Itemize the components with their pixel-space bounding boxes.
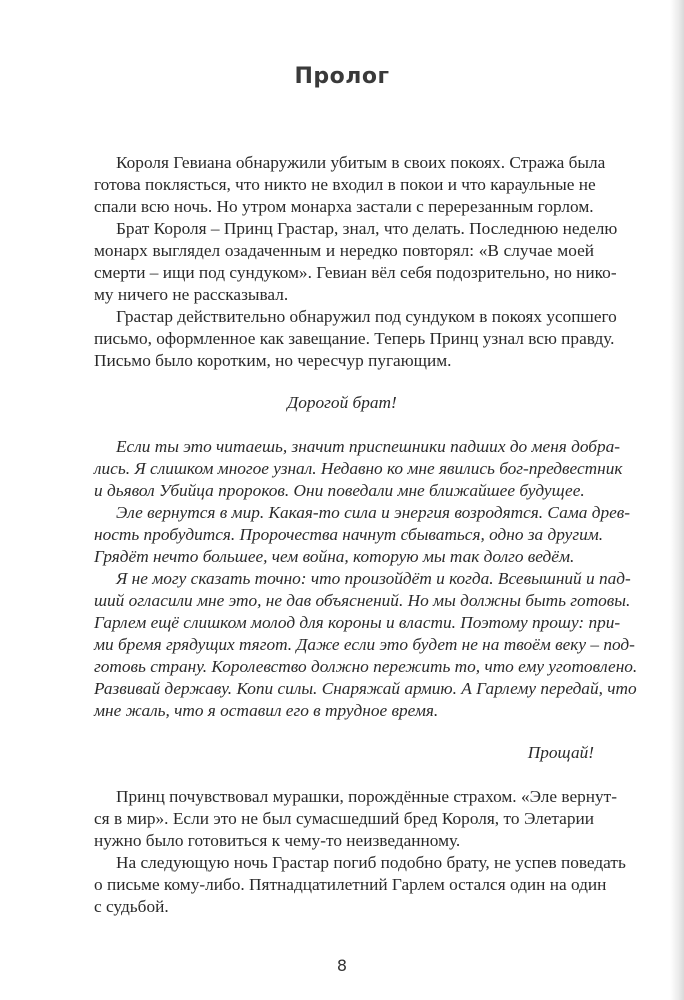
- text-line: ся в мир». Если это не был сумасшедший бред Короля, то Элетарии: [94, 809, 594, 828]
- text-line: готова поклясться, что никто не входил в покои и что караульные не: [94, 175, 596, 194]
- text-line: о письме кому-либо. Пятнадцатилетний Гарлем остался один на один: [94, 875, 607, 894]
- text-line: Брат Короля – Принц Грастар, знал, что делать. Последнюю неделю: [116, 219, 618, 238]
- letter-line: Гарлем ещё слишком молод для короны и власти. Поэтому прошу: при-: [94, 613, 621, 632]
- text-line: Письмо было коротким, но чересчур пугающим.: [94, 351, 452, 370]
- letter-line: готовь страну. Королевство должно пережить то, что ему уготовлено.: [94, 657, 638, 676]
- text-line: Грастар действительно обнаружил под сундуком в покоях усопшего: [116, 307, 617, 326]
- chapter-title: Пролог: [294, 64, 390, 89]
- letter-line: Грядёт нечто большее, чем война, которую мы так долго ведём.: [94, 547, 575, 566]
- letter-line: ший огласили мне это, не дав объяснений. Но мы должны быть готовы.: [94, 591, 631, 610]
- text-line: На следующую ночь Грастар погиб подобно брату, не успев поведать: [116, 853, 626, 872]
- page-number: 8: [336, 956, 348, 975]
- letter-line: Эле вернутся в мир. Какая-то сила и энергия возродятся. Сама древ-: [116, 503, 631, 522]
- text-line: Принц почувствовал мурашки, порождённые страхом. «Эле вернут-: [116, 787, 617, 806]
- text-line: смерти – ищи под сундуком». Гевиан вёл себя подозрительно, но нико-: [94, 263, 617, 282]
- letter-line: лись. Я слишком многое узнал. Недавно ко мне явились бог-предвестник: [94, 459, 623, 478]
- letter-line: мне жаль, что я оставил его в трудное время.: [94, 701, 439, 720]
- letter-line: Если ты это читаешь, значит приспешники падших до меня добра-: [116, 437, 621, 456]
- letter-salutation: Дорогой брат!: [287, 393, 397, 412]
- page-edge-shadow: [670, 0, 684, 1000]
- letter-line: Развивай державу. Копи силы. Снаряжай армию. А Гарлему передай, что: [94, 679, 637, 698]
- letter-line: Я не могу сказать точно: что произойдёт и когда. Всевышний и пад-: [116, 569, 631, 588]
- text-line: нужно было готовиться к чему-то неизведанному.: [94, 831, 461, 850]
- text-line: письмо, оформленное как завещание. Теперь Принц узнал всю правду.: [94, 329, 615, 348]
- text-line: му ничего не рассказывал.: [94, 285, 289, 304]
- letter-line: и дьявол Убийца пророков. Они поведали мне ближайшее будущее.: [94, 481, 585, 500]
- text-line: Короля Гевиана обнаружили убитым в своих покоях. Стража была: [116, 153, 606, 172]
- letter-line: ность пробудится. Пророчества начнут сбываться, одно за другим.: [94, 525, 604, 544]
- letter-line: ми бремя грядущих тягот. Даже если это будет не на твоём веку – под-: [94, 635, 635, 654]
- letter-closing: Прощай!: [527, 743, 594, 762]
- text-line: монарх выглядел озадаченным и нередко повторял: «В случае моей: [94, 241, 594, 260]
- text-line: с судьбой.: [94, 897, 169, 916]
- text-line: спали всю ночь. Но утром монарха застали с перерезанным горлом.: [94, 197, 594, 216]
